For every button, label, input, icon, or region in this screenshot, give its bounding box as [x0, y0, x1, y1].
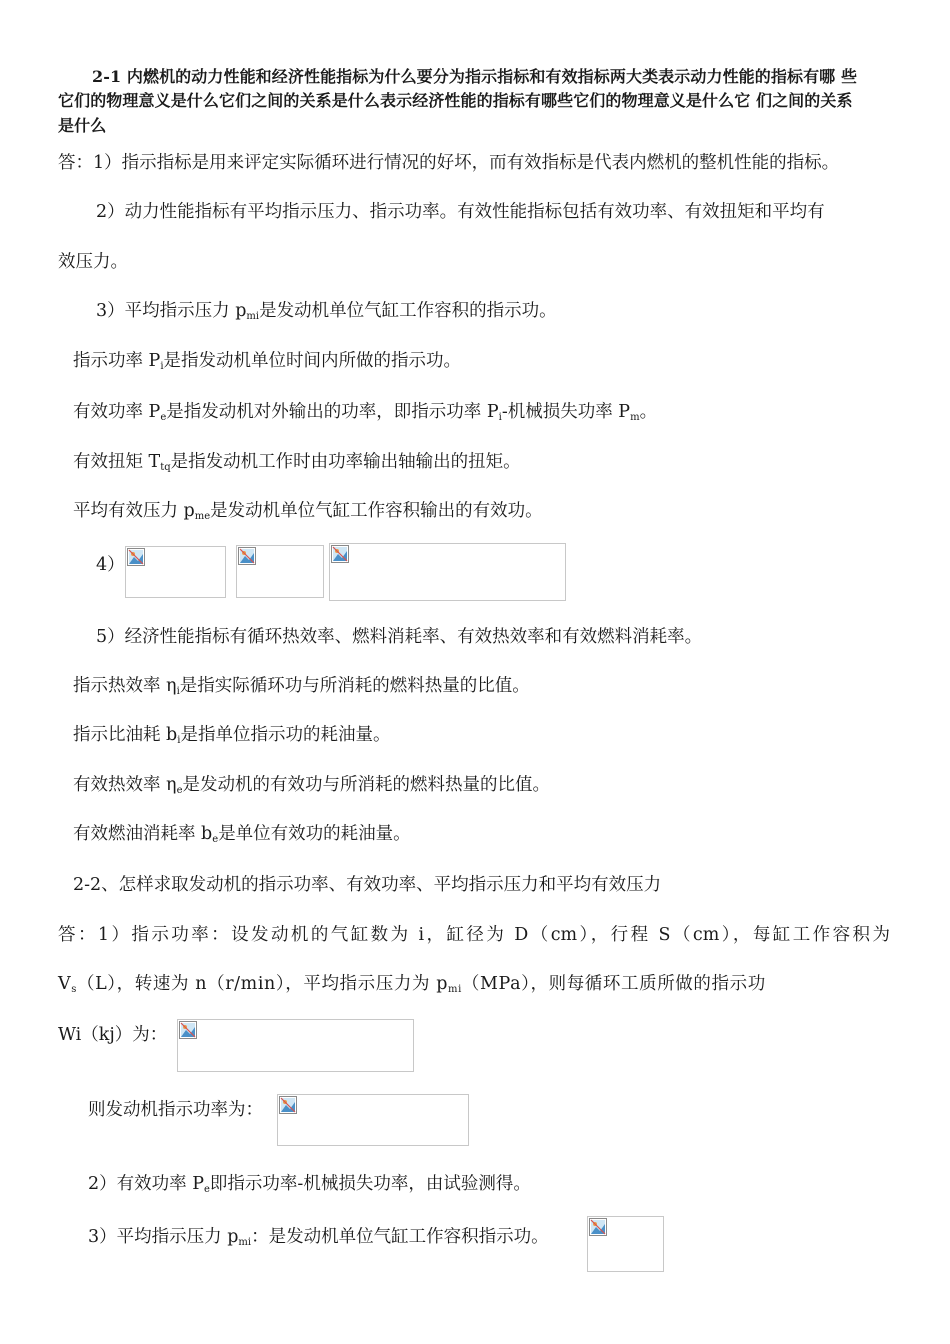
pmi-subscript-3: mi: [238, 1237, 252, 1248]
formula-image-2: [236, 545, 324, 598]
pme-subscript: me: [194, 511, 211, 522]
broken-image-icon: [279, 1096, 297, 1114]
pe-definition: 是指发动机对外输出的功率，即指示功率 P: [166, 402, 499, 422]
bi-subscript: i: [177, 735, 181, 746]
question-heading-line-1: [92, 67, 857, 87]
answer-para-3: [96, 299, 557, 323]
answer-para-4: [96, 553, 125, 577]
answer2-line-2: [58, 972, 766, 996]
answer-text-1: 答：1）指示指标是用来评定实际循环进行情况的好坏，而有效指标是代表内燃机的整机性能的指标。: [58, 153, 840, 173]
formula-image-1: [125, 546, 226, 598]
eta-e-label: 有效热效率 η: [73, 775, 177, 795]
pe-pi-subscript: i: [498, 412, 502, 423]
broken-image-icon: [331, 545, 349, 563]
be-definition: 是单位有效功的耗油量。: [218, 824, 411, 844]
pi-definition-line: [73, 349, 461, 373]
question-2-2-text: 2-2、怎样求取发动机的指示功率、有效功率、平均指示压力和平均有效压力: [73, 875, 662, 895]
answer-para-2a: [96, 200, 825, 224]
be-definition-line: [73, 822, 411, 846]
answer-para-1: [58, 151, 839, 175]
pme-definition: 是发动机单位气缸工作容积输出的有效功。: [210, 501, 543, 521]
ttq-subscript: tq: [160, 462, 171, 473]
pmi-definition: 是发动机单位气缸工作容积的指示功。: [259, 301, 557, 321]
pi-label: 指示功率 P: [73, 351, 161, 371]
indicated-power-label: 则发动机指示功率为：: [88, 1100, 263, 1120]
formula-image-pmi: [587, 1216, 664, 1272]
pe-label: 有效功率 P: [73, 402, 161, 422]
bi-definition: 是指单位指示功的耗油量。: [180, 725, 391, 745]
eta-i-subscript: i: [176, 686, 180, 697]
ttq-label: 有效扭矩 T: [73, 452, 161, 472]
formula-image-wi: [177, 1019, 414, 1072]
pmi-label: 3）平均指示压力 p: [96, 301, 247, 321]
formula-image-3: [329, 543, 566, 601]
answer2-line-3: [58, 1023, 167, 1047]
eta-i-definition-line: [73, 674, 530, 698]
eta-i-label: 指示热效率 η: [73, 676, 177, 696]
pe-definition-line: [73, 400, 657, 424]
answer2-line-6: [88, 1225, 549, 1249]
eta-i-definition: 是指实际循环功与所消耗的燃料热量的比值。: [179, 676, 530, 696]
pi-subscript: i: [160, 361, 164, 372]
broken-image-icon: [127, 548, 145, 566]
pmi-subscript: mi: [246, 311, 260, 322]
heading-text-3: 是什么: [58, 116, 107, 135]
question-heading-line-2: [58, 91, 853, 111]
pe-text-2: 即指示功率-机械损失功率，由试验测得。: [209, 1174, 531, 1194]
answer2-line-1: [58, 923, 890, 947]
question-2-2: [73, 873, 661, 897]
heading-text-1: 2-1 内燃机的动力性能和经济性能指标为什么要分为指示指标和有效指标两大类表示动力性能的指标有哪 些: [92, 67, 858, 86]
answer2-text-2b: （L），转速为 n（r/min），平均指示压力为 p: [76, 974, 449, 994]
answer2-text-2c: （MPa），则每循环工质所做的指示功: [461, 974, 766, 994]
answer-para-5: [96, 625, 702, 649]
pi-definition: 是指发动机单位时间内所做的指示功。: [163, 351, 462, 371]
ttq-definition: 是指发动机工作时由功率输出轴输出的扭矩。: [170, 452, 521, 472]
vs-subscript: s: [71, 984, 77, 995]
pe-pm-label: -机械损失功率 P: [501, 402, 631, 422]
answer-text-5: 5）经济性能指标有循环热效率、燃料消耗率、有效热效率和有效燃料消耗率。: [96, 627, 703, 647]
pmi-text-2: ：是发动机单位气缸工作容积指示功。: [251, 1227, 549, 1247]
item-4-label: 4）: [96, 555, 125, 575]
pe-pm-subscript: m: [630, 412, 640, 423]
pe-subscript: e: [160, 412, 167, 423]
broken-image-icon: [238, 547, 256, 565]
pe-subscript-2: e: [203, 1184, 210, 1195]
question-heading-line-3: [58, 116, 106, 136]
eta-e-definition: 是发动机的有效功与所消耗的燃料热量的比值。: [182, 775, 550, 795]
wi-label: Wi（kj）为：: [58, 1025, 168, 1045]
answer-text-2a: 2）动力性能指标有平均指示压力、指示功率。有效性能指标包括有效功率、有效扭矩和平均有: [96, 202, 825, 222]
be-subscript: e: [212, 834, 219, 845]
pme-label: 平均有效压力 p: [73, 501, 195, 521]
vs-label: V: [58, 974, 72, 994]
pmi-label-2: 3）平均指示压力 p: [88, 1227, 239, 1247]
broken-image-icon: [589, 1218, 607, 1236]
eta-e-definition-line: [73, 773, 550, 797]
bi-definition-line: [73, 723, 390, 747]
pe-label-2: 2）有效功率 P: [88, 1174, 204, 1194]
eta-e-subscript: e: [176, 785, 183, 796]
pme-definition-line: [73, 499, 543, 523]
pmi-subscript-2: mi: [448, 984, 462, 995]
bi-label: 指示比油耗 b: [73, 725, 178, 745]
answer2-text-1: 答：1）指示功率：设发动机的气缸数为 i，缸径为 D（cm），行程 S（cm），每缸工作容积为: [58, 925, 890, 945]
broken-image-icon: [179, 1021, 197, 1039]
heading-text-2: 它们的物理意义是什么它们之间的关系是什么表示经济性能的指标有哪些它们的物理意义是什么它 们之间的关系: [58, 91, 853, 110]
be-label: 有效燃油消耗率 b: [73, 824, 213, 844]
answer2-line-4: [88, 1098, 263, 1122]
answer2-line-5: [88, 1172, 531, 1196]
answer-para-2b: [58, 250, 128, 274]
answer-text-2b: 效压力。: [58, 252, 128, 272]
ttq-definition-line: [73, 450, 521, 474]
pe-end-mark: 。: [639, 402, 658, 422]
formula-image-pi: [277, 1094, 469, 1146]
